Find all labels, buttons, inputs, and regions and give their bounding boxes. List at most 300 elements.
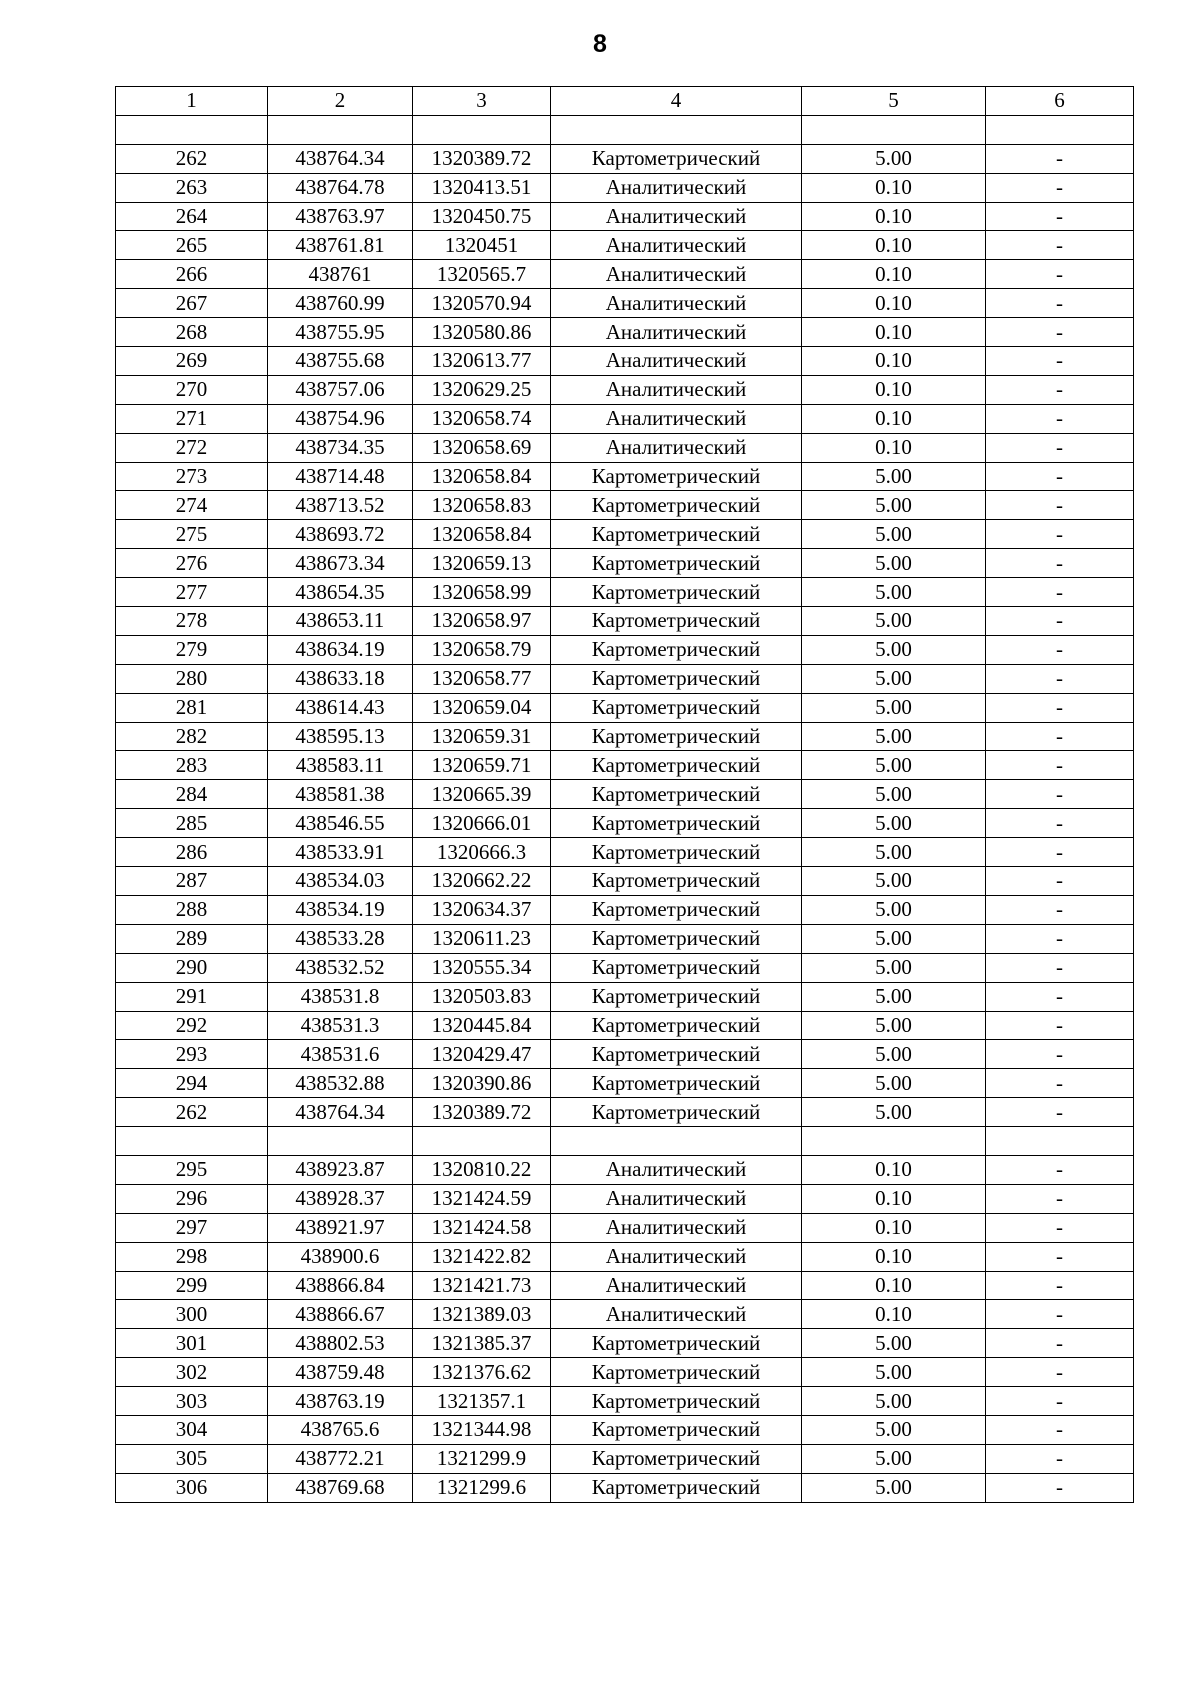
method-cell: Аналитический bbox=[551, 1271, 802, 1300]
point-number-cell: 263 bbox=[116, 173, 268, 202]
accuracy-cell: 0.10 bbox=[802, 1184, 986, 1213]
accuracy-cell: 0.10 bbox=[802, 375, 986, 404]
note-cell: - bbox=[986, 1444, 1134, 1473]
column-header-1: 1 bbox=[116, 87, 268, 116]
y-coordinate-cell: 1320450.75 bbox=[413, 202, 551, 231]
point-number-cell: 300 bbox=[116, 1300, 268, 1329]
x-coordinate-cell: 438714.48 bbox=[268, 462, 413, 491]
y-coordinate-cell: 1320658.83 bbox=[413, 491, 551, 520]
x-coordinate-cell: 438765.6 bbox=[268, 1415, 413, 1444]
point-number-cell: 266 bbox=[116, 260, 268, 289]
column-header-5: 5 bbox=[802, 87, 986, 116]
accuracy-cell: 5.00 bbox=[802, 1329, 986, 1358]
method-cell: Картометрический bbox=[551, 1387, 802, 1416]
y-coordinate-cell: 1321424.58 bbox=[413, 1213, 551, 1242]
table-row bbox=[116, 289, 1134, 318]
y-coordinate-cell: 1320658.84 bbox=[413, 462, 551, 491]
y-coordinate-cell: 1320810.22 bbox=[413, 1155, 551, 1184]
accuracy-cell: 0.10 bbox=[802, 1271, 986, 1300]
method-cell: Картометрический bbox=[551, 1415, 802, 1444]
accuracy-cell: 5.00 bbox=[802, 982, 986, 1011]
y-coordinate-cell: 1320662.22 bbox=[413, 867, 551, 896]
method-cell: Картометрический bbox=[551, 693, 802, 722]
x-coordinate-cell: 438634.19 bbox=[268, 635, 413, 664]
y-coordinate-cell: 1320611.23 bbox=[413, 924, 551, 953]
x-coordinate-cell: 438761 bbox=[268, 260, 413, 289]
accuracy-cell bbox=[802, 1127, 986, 1156]
method-cell: Картометрический bbox=[551, 1069, 802, 1098]
table-row bbox=[116, 982, 1134, 1011]
point-number-cell: 268 bbox=[116, 318, 268, 347]
point-number-cell: 292 bbox=[116, 1011, 268, 1040]
point-number-cell bbox=[116, 115, 268, 144]
y-coordinate-cell: 1320503.83 bbox=[413, 982, 551, 1011]
y-coordinate-cell: 1320570.94 bbox=[413, 289, 551, 318]
y-coordinate-cell: 1321421.73 bbox=[413, 1271, 551, 1300]
method-cell: Картометрический bbox=[551, 895, 802, 924]
method-cell: Картометрический bbox=[551, 867, 802, 896]
point-number-cell: 270 bbox=[116, 375, 268, 404]
x-coordinate-cell bbox=[268, 115, 413, 144]
x-coordinate-cell: 438764.78 bbox=[268, 173, 413, 202]
table-row bbox=[116, 1155, 1134, 1184]
accuracy-cell: 5.00 bbox=[802, 1040, 986, 1069]
x-coordinate-cell: 438769.68 bbox=[268, 1473, 413, 1502]
x-coordinate-cell: 438734.35 bbox=[268, 433, 413, 462]
x-coordinate-cell: 438754.96 bbox=[268, 404, 413, 433]
y-coordinate-cell: 1320666.3 bbox=[413, 838, 551, 867]
note-cell: - bbox=[986, 462, 1134, 491]
y-coordinate-cell: 1321385.37 bbox=[413, 1329, 551, 1358]
y-coordinate-cell: 1320658.99 bbox=[413, 578, 551, 607]
point-number-cell: 298 bbox=[116, 1242, 268, 1271]
accuracy-cell: 5.00 bbox=[802, 751, 986, 780]
table-row bbox=[116, 1242, 1134, 1271]
method-cell: Картометрический bbox=[551, 549, 802, 578]
x-coordinate-cell: 438581.38 bbox=[268, 780, 413, 809]
method-cell: Картометрический bbox=[551, 953, 802, 982]
accuracy-cell: 0.10 bbox=[802, 1300, 986, 1329]
y-coordinate-cell bbox=[413, 115, 551, 144]
note-cell: - bbox=[986, 260, 1134, 289]
table-row bbox=[116, 1040, 1134, 1069]
coordinates-table bbox=[115, 86, 1134, 1503]
point-number-cell: 273 bbox=[116, 462, 268, 491]
accuracy-cell: 5.00 bbox=[802, 924, 986, 953]
method-cell: Аналитический bbox=[551, 173, 802, 202]
method-cell: Картометрический bbox=[551, 1040, 802, 1069]
note-cell: - bbox=[986, 202, 1134, 231]
note-cell: - bbox=[986, 404, 1134, 433]
x-coordinate-cell: 438763.19 bbox=[268, 1387, 413, 1416]
y-coordinate-cell: 1320659.71 bbox=[413, 751, 551, 780]
x-coordinate-cell: 438546.55 bbox=[268, 809, 413, 838]
method-cell: Картометрический bbox=[551, 751, 802, 780]
note-cell: - bbox=[986, 1155, 1134, 1184]
x-coordinate-cell: 438757.06 bbox=[268, 375, 413, 404]
point-number-cell: 286 bbox=[116, 838, 268, 867]
table-row bbox=[116, 1387, 1134, 1416]
note-cell: - bbox=[986, 780, 1134, 809]
table-row bbox=[116, 520, 1134, 549]
note-cell: - bbox=[986, 1098, 1134, 1127]
table-row bbox=[116, 780, 1134, 809]
column-header-4: 4 bbox=[551, 87, 802, 116]
point-number-cell: 299 bbox=[116, 1271, 268, 1300]
x-coordinate-cell: 438713.52 bbox=[268, 491, 413, 520]
table-row bbox=[116, 1069, 1134, 1098]
x-coordinate-cell: 438533.28 bbox=[268, 924, 413, 953]
x-coordinate-cell: 438653.11 bbox=[268, 607, 413, 636]
x-coordinate-cell: 438761.81 bbox=[268, 231, 413, 260]
point-number-cell: 262 bbox=[116, 1098, 268, 1127]
x-coordinate-cell: 438900.6 bbox=[268, 1242, 413, 1271]
note-cell: - bbox=[986, 1213, 1134, 1242]
header-row bbox=[116, 87, 1134, 116]
y-coordinate-cell: 1320665.39 bbox=[413, 780, 551, 809]
x-coordinate-cell: 438755.68 bbox=[268, 347, 413, 376]
note-cell: - bbox=[986, 722, 1134, 751]
point-number-cell: 284 bbox=[116, 780, 268, 809]
note-cell: - bbox=[986, 1358, 1134, 1387]
method-cell bbox=[551, 1127, 802, 1156]
y-coordinate-cell: 1321357.1 bbox=[413, 1387, 551, 1416]
accuracy-cell: 0.10 bbox=[802, 1155, 986, 1184]
x-coordinate-cell: 438763.97 bbox=[268, 202, 413, 231]
x-coordinate-cell: 438531.6 bbox=[268, 1040, 413, 1069]
note-cell: - bbox=[986, 289, 1134, 318]
point-number-cell: 289 bbox=[116, 924, 268, 953]
accuracy-cell: 5.00 bbox=[802, 953, 986, 982]
x-coordinate-cell: 438802.53 bbox=[268, 1329, 413, 1358]
method-cell: Картометрический bbox=[551, 1473, 802, 1502]
table-header bbox=[116, 87, 1134, 116]
table-row bbox=[116, 1300, 1134, 1329]
table-row bbox=[116, 809, 1134, 838]
accuracy-cell: 5.00 bbox=[802, 722, 986, 751]
x-coordinate-cell bbox=[268, 1127, 413, 1156]
accuracy-cell: 5.00 bbox=[802, 462, 986, 491]
note-cell: - bbox=[986, 895, 1134, 924]
method-cell: Картометрический bbox=[551, 1329, 802, 1358]
note-cell: - bbox=[986, 635, 1134, 664]
accuracy-cell: 5.00 bbox=[802, 1473, 986, 1502]
table-row bbox=[116, 173, 1134, 202]
note-cell: - bbox=[986, 1473, 1134, 1502]
y-coordinate-cell: 1320666.01 bbox=[413, 809, 551, 838]
point-number-cell: 283 bbox=[116, 751, 268, 780]
method-cell: Картометрический bbox=[551, 1358, 802, 1387]
note-cell: - bbox=[986, 751, 1134, 780]
y-coordinate-cell: 1321344.98 bbox=[413, 1415, 551, 1444]
point-number-cell: 279 bbox=[116, 635, 268, 664]
note-cell: - bbox=[986, 1040, 1134, 1069]
table-row bbox=[116, 1358, 1134, 1387]
table-row bbox=[116, 635, 1134, 664]
point-number-cell: 272 bbox=[116, 433, 268, 462]
method-cell bbox=[551, 115, 802, 144]
note-cell: - bbox=[986, 375, 1134, 404]
table-row bbox=[116, 462, 1134, 491]
point-number-cell: 287 bbox=[116, 867, 268, 896]
x-coordinate-cell: 438533.91 bbox=[268, 838, 413, 867]
point-number-cell: 303 bbox=[116, 1387, 268, 1416]
y-coordinate-cell: 1320658.79 bbox=[413, 635, 551, 664]
accuracy-cell: 0.10 bbox=[802, 202, 986, 231]
method-cell: Аналитический bbox=[551, 260, 802, 289]
point-number-cell: 277 bbox=[116, 578, 268, 607]
method-cell: Аналитический bbox=[551, 1184, 802, 1213]
point-number-cell: 302 bbox=[116, 1358, 268, 1387]
table-row bbox=[116, 1415, 1134, 1444]
accuracy-cell: 5.00 bbox=[802, 1358, 986, 1387]
table-row bbox=[116, 115, 1134, 144]
y-coordinate-cell: 1321422.82 bbox=[413, 1242, 551, 1271]
x-coordinate-cell: 438755.95 bbox=[268, 318, 413, 347]
table-row bbox=[116, 838, 1134, 867]
accuracy-cell: 5.00 bbox=[802, 838, 986, 867]
method-cell: Аналитический bbox=[551, 318, 802, 347]
method-cell: Картометрический bbox=[551, 144, 802, 173]
accuracy-cell: 5.00 bbox=[802, 549, 986, 578]
point-number-cell: 290 bbox=[116, 953, 268, 982]
x-coordinate-cell: 438534.03 bbox=[268, 867, 413, 896]
table-row bbox=[116, 491, 1134, 520]
method-cell: Картометрический bbox=[551, 809, 802, 838]
accuracy-cell: 5.00 bbox=[802, 780, 986, 809]
method-cell: Картометрический bbox=[551, 1011, 802, 1040]
x-coordinate-cell: 438595.13 bbox=[268, 722, 413, 751]
note-cell: - bbox=[986, 982, 1134, 1011]
x-coordinate-cell: 438759.48 bbox=[268, 1358, 413, 1387]
table-row bbox=[116, 231, 1134, 260]
point-number-cell: 276 bbox=[116, 549, 268, 578]
method-cell: Аналитический bbox=[551, 1213, 802, 1242]
x-coordinate-cell: 438764.34 bbox=[268, 144, 413, 173]
y-coordinate-cell: 1321299.6 bbox=[413, 1473, 551, 1502]
point-number-cell: 297 bbox=[116, 1213, 268, 1242]
note-cell: - bbox=[986, 1300, 1134, 1329]
x-coordinate-cell: 438654.35 bbox=[268, 578, 413, 607]
x-coordinate-cell: 438764.34 bbox=[268, 1098, 413, 1127]
note-cell: - bbox=[986, 1011, 1134, 1040]
table-body bbox=[116, 115, 1134, 1502]
method-cell: Аналитический bbox=[551, 289, 802, 318]
table-row bbox=[116, 347, 1134, 376]
accuracy-cell: 0.10 bbox=[802, 289, 986, 318]
accuracy-cell: 0.10 bbox=[802, 433, 986, 462]
point-number-cell: 274 bbox=[116, 491, 268, 520]
y-coordinate-cell: 1320659.31 bbox=[413, 722, 551, 751]
note-cell: - bbox=[986, 1329, 1134, 1358]
x-coordinate-cell: 438633.18 bbox=[268, 664, 413, 693]
method-cell: Картометрический bbox=[551, 635, 802, 664]
table-row bbox=[116, 433, 1134, 462]
method-cell: Картометрический bbox=[551, 924, 802, 953]
method-cell: Картометрический bbox=[551, 664, 802, 693]
method-cell: Аналитический bbox=[551, 347, 802, 376]
table-row bbox=[116, 144, 1134, 173]
note-cell: - bbox=[986, 520, 1134, 549]
note-cell: - bbox=[986, 578, 1134, 607]
note-cell: - bbox=[986, 867, 1134, 896]
y-coordinate-cell: 1320658.74 bbox=[413, 404, 551, 433]
y-coordinate-cell: 1320445.84 bbox=[413, 1011, 551, 1040]
x-coordinate-cell: 438772.21 bbox=[268, 1444, 413, 1473]
table-row bbox=[116, 1329, 1134, 1358]
point-number-cell: 285 bbox=[116, 809, 268, 838]
point-number-cell: 301 bbox=[116, 1329, 268, 1358]
y-coordinate-cell: 1320658.69 bbox=[413, 433, 551, 462]
y-coordinate-cell: 1320555.34 bbox=[413, 953, 551, 982]
table-row bbox=[116, 607, 1134, 636]
note-cell bbox=[986, 115, 1134, 144]
x-coordinate-cell: 438928.37 bbox=[268, 1184, 413, 1213]
method-cell: Картометрический bbox=[551, 1444, 802, 1473]
accuracy-cell: 5.00 bbox=[802, 867, 986, 896]
accuracy-cell: 5.00 bbox=[802, 1387, 986, 1416]
note-cell: - bbox=[986, 924, 1134, 953]
method-cell: Картометрический bbox=[551, 982, 802, 1011]
y-coordinate-cell: 1320580.86 bbox=[413, 318, 551, 347]
note-cell: - bbox=[986, 838, 1134, 867]
method-cell: Картометрический bbox=[551, 491, 802, 520]
point-number-cell: 278 bbox=[116, 607, 268, 636]
method-cell: Картометрический bbox=[551, 780, 802, 809]
table-row bbox=[116, 318, 1134, 347]
accuracy-cell: 5.00 bbox=[802, 664, 986, 693]
table-row bbox=[116, 1213, 1134, 1242]
table-row bbox=[116, 375, 1134, 404]
y-coordinate-cell: 1320659.13 bbox=[413, 549, 551, 578]
note-cell: - bbox=[986, 231, 1134, 260]
note-cell: - bbox=[986, 173, 1134, 202]
table-row bbox=[116, 664, 1134, 693]
accuracy-cell: 5.00 bbox=[802, 1415, 986, 1444]
method-cell: Аналитический bbox=[551, 1242, 802, 1271]
y-coordinate-cell: 1320389.72 bbox=[413, 1098, 551, 1127]
accuracy-cell: 5.00 bbox=[802, 693, 986, 722]
accuracy-cell: 5.00 bbox=[802, 635, 986, 664]
table-row bbox=[116, 404, 1134, 433]
note-cell: - bbox=[986, 144, 1134, 173]
accuracy-cell: 5.00 bbox=[802, 491, 986, 520]
column-header-3: 3 bbox=[413, 87, 551, 116]
method-cell: Аналитический bbox=[551, 1300, 802, 1329]
table-row bbox=[116, 578, 1134, 607]
x-coordinate-cell: 438923.87 bbox=[268, 1155, 413, 1184]
note-cell: - bbox=[986, 1242, 1134, 1271]
point-number-cell: 267 bbox=[116, 289, 268, 318]
point-number-cell: 281 bbox=[116, 693, 268, 722]
note-cell: - bbox=[986, 953, 1134, 982]
table-row bbox=[116, 1271, 1134, 1300]
accuracy-cell: 5.00 bbox=[802, 809, 986, 838]
accuracy-cell: 5.00 bbox=[802, 1069, 986, 1098]
point-number-cell: 305 bbox=[116, 1444, 268, 1473]
accuracy-cell: 0.10 bbox=[802, 404, 986, 433]
point-number-cell: 288 bbox=[116, 895, 268, 924]
note-cell: - bbox=[986, 549, 1134, 578]
x-coordinate-cell: 438866.67 bbox=[268, 1300, 413, 1329]
point-number-cell: 275 bbox=[116, 520, 268, 549]
y-coordinate-cell: 1321376.62 bbox=[413, 1358, 551, 1387]
x-coordinate-cell: 438532.52 bbox=[268, 953, 413, 982]
accuracy-cell: 5.00 bbox=[802, 607, 986, 636]
method-cell: Аналитический bbox=[551, 231, 802, 260]
accuracy-cell: 0.10 bbox=[802, 347, 986, 376]
method-cell: Аналитический bbox=[551, 375, 802, 404]
x-coordinate-cell: 438614.43 bbox=[268, 693, 413, 722]
accuracy-cell: 0.10 bbox=[802, 318, 986, 347]
accuracy-cell: 5.00 bbox=[802, 520, 986, 549]
column-header-6: 6 bbox=[986, 87, 1134, 116]
note-cell: - bbox=[986, 693, 1134, 722]
page-number: 8 bbox=[593, 30, 607, 58]
method-cell: Аналитический bbox=[551, 433, 802, 462]
method-cell: Аналитический bbox=[551, 404, 802, 433]
point-number-cell: 269 bbox=[116, 347, 268, 376]
note-cell: - bbox=[986, 1387, 1134, 1416]
note-cell: - bbox=[986, 491, 1134, 520]
point-number-cell: 296 bbox=[116, 1184, 268, 1213]
note-cell: - bbox=[986, 1271, 1134, 1300]
method-cell: Картометрический bbox=[551, 578, 802, 607]
note-cell: - bbox=[986, 1184, 1134, 1213]
x-coordinate-cell: 438866.84 bbox=[268, 1271, 413, 1300]
accuracy-cell: 0.10 bbox=[802, 260, 986, 289]
table-row bbox=[116, 202, 1134, 231]
y-coordinate-cell bbox=[413, 1127, 551, 1156]
accuracy-cell: 5.00 bbox=[802, 1444, 986, 1473]
table-row bbox=[116, 722, 1134, 751]
y-coordinate-cell: 1320629.25 bbox=[413, 375, 551, 404]
table-row bbox=[116, 895, 1134, 924]
method-cell: Картометрический bbox=[551, 462, 802, 491]
y-coordinate-cell: 1321424.59 bbox=[413, 1184, 551, 1213]
point-number-cell: 293 bbox=[116, 1040, 268, 1069]
x-coordinate-cell: 438532.88 bbox=[268, 1069, 413, 1098]
table-row bbox=[116, 693, 1134, 722]
method-cell: Аналитический bbox=[551, 1155, 802, 1184]
point-number-cell: 282 bbox=[116, 722, 268, 751]
method-cell: Картометрический bbox=[551, 838, 802, 867]
point-number-cell: 280 bbox=[116, 664, 268, 693]
x-coordinate-cell: 438583.11 bbox=[268, 751, 413, 780]
y-coordinate-cell: 1320565.7 bbox=[413, 260, 551, 289]
accuracy-cell: 0.10 bbox=[802, 231, 986, 260]
note-cell: - bbox=[986, 809, 1134, 838]
point-number-cell: 291 bbox=[116, 982, 268, 1011]
point-number-cell: 271 bbox=[116, 404, 268, 433]
y-coordinate-cell: 1320451 bbox=[413, 231, 551, 260]
x-coordinate-cell: 438531.3 bbox=[268, 1011, 413, 1040]
method-cell: Картометрический bbox=[551, 722, 802, 751]
method-cell: Картометрический bbox=[551, 520, 802, 549]
accuracy-cell bbox=[802, 115, 986, 144]
point-number-cell: 294 bbox=[116, 1069, 268, 1098]
y-coordinate-cell: 1320390.86 bbox=[413, 1069, 551, 1098]
y-coordinate-cell: 1320413.51 bbox=[413, 173, 551, 202]
y-coordinate-cell: 1321299.9 bbox=[413, 1444, 551, 1473]
table-row bbox=[116, 1473, 1134, 1502]
point-number-cell: 304 bbox=[116, 1415, 268, 1444]
accuracy-cell: 0.10 bbox=[802, 1213, 986, 1242]
y-coordinate-cell: 1320658.84 bbox=[413, 520, 551, 549]
note-cell: - bbox=[986, 664, 1134, 693]
accuracy-cell: 5.00 bbox=[802, 144, 986, 173]
x-coordinate-cell: 438760.99 bbox=[268, 289, 413, 318]
